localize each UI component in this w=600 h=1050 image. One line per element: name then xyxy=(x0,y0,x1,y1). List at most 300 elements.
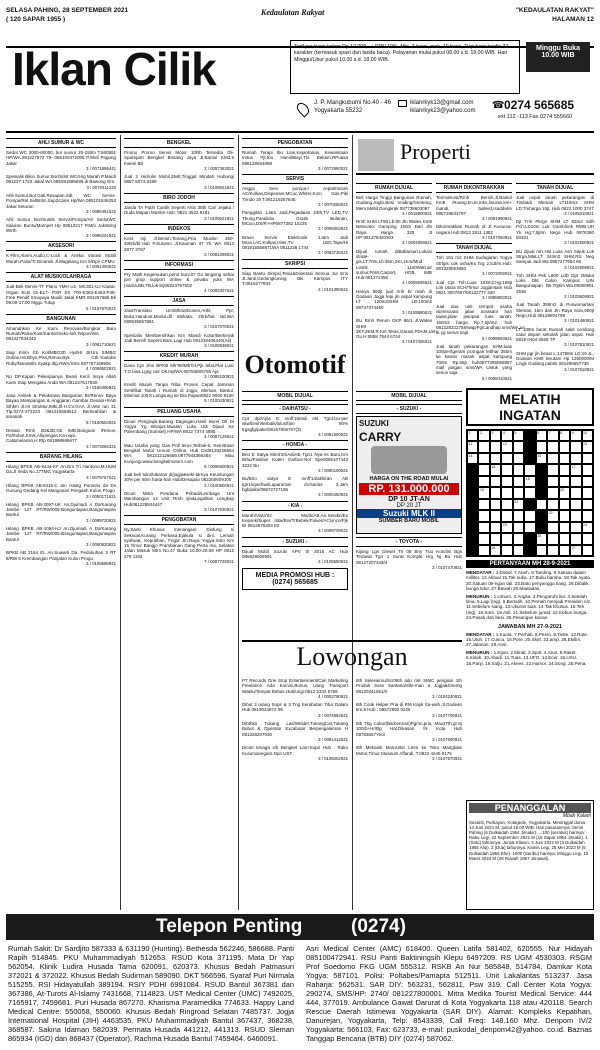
tts-cell xyxy=(490,522,501,533)
phone-icon: ☎ xyxy=(492,100,505,111)
tariff-box xyxy=(290,40,520,94)
tts-black-cell xyxy=(524,441,535,452)
tts-number: 12 xyxy=(502,442,507,447)
ad-text: Dijual rumah diBabarsari,Lokasi strate-gis,LT:70m,Lb:35m,2Kt,1Km/Mnd Listrik 1100Watt,air sumur,PAM,Carport, HGB, IMB Hub:081272356 xyxy=(356,248,432,281)
classified-ad xyxy=(124,272,234,293)
telpon-code: (0274) xyxy=(351,916,406,937)
classified-ad xyxy=(6,150,116,171)
tts-cell xyxy=(582,522,593,533)
ad-text: Jual Cpt Tnh,Luas 103m2,Hg:169jt Lok Utara SCH/Timur Jogjamtam Hub 0821 3007697/08132777 330 xyxy=(436,279,512,296)
category-heading: JASA xyxy=(124,296,234,306)
ad-code: 3 / 0000450921 xyxy=(318,492,348,498)
ad-code: 3 / 0081500921 xyxy=(318,431,348,437)
ad-code: 3 / 0108021921 xyxy=(204,184,234,190)
tts-cell xyxy=(513,476,524,487)
category-heading: TANAH DIJUAL xyxy=(436,243,512,253)
ad-code: 3 / 0081099021 xyxy=(204,251,234,257)
category-heading: BENGKEL xyxy=(124,138,234,148)
tts-cell xyxy=(570,441,581,452)
ad-code: 3 / 0004909621 xyxy=(402,240,432,246)
ad-code: 5 / 0099603621 xyxy=(482,335,512,341)
tts-number: 21 xyxy=(514,499,519,504)
ad-text: Rmh SHM LT98 Lb:80 Jln Wates Km9 Belecator Gamping 150m Dari Jln Raya Harga 325 Jt HP:081378420303 xyxy=(356,219,432,241)
tts-cell xyxy=(559,522,570,533)
ad-text: LT 109m barat Rumah sakit condong catur depan sekolah jalan aspal. Hub 0819 0404 0555 TP xyxy=(516,326,594,343)
tts-cell xyxy=(501,533,512,544)
ad-code: 3 / 0061400621 xyxy=(86,264,116,270)
category-heading: SERVIS xyxy=(242,174,348,184)
tts-number: 19 xyxy=(479,488,484,493)
ad-text: Dicari Pengrajin,Barang Dagingan,Hasil Bumi Dll Di Yogya Yg Bisajus.Muatan Luku Utk Dijual Ke Palembang (Sumsel) HP/WA 0812 7374 4985 xyxy=(124,418,234,435)
promo-dealer: Suzuki MLK II xyxy=(357,509,461,518)
classified-ad xyxy=(6,374,116,390)
ad-text: Dikontrakkan Rumah di Jl Kusuma-negara.Hub:0813 2811 1382 xyxy=(436,224,512,235)
classified-ad xyxy=(516,327,594,348)
tts-cell xyxy=(478,499,489,510)
ad-code: 3 / 0107470921 xyxy=(432,564,462,570)
tts-cell xyxy=(501,487,512,498)
tts-cell xyxy=(559,499,570,510)
tts-cell xyxy=(570,499,581,510)
classified-ad xyxy=(124,443,234,469)
classified-ad xyxy=(356,745,462,761)
classified-ad xyxy=(124,472,234,488)
jawaban-title: JAWABAN MH 27-9-2021 xyxy=(497,623,563,630)
classified-ad xyxy=(436,255,512,276)
paper-name: "KEDAULATAN RAKYAT" xyxy=(515,7,594,14)
penanggalan-sub: Mbah Kalam xyxy=(562,813,591,819)
classified-ad xyxy=(242,186,348,207)
tts-black-cell xyxy=(467,499,478,510)
tts-cell xyxy=(570,430,581,441)
tts-cell xyxy=(501,499,512,510)
ad-code: 4 / 0005505621 xyxy=(402,280,432,286)
classified-ad xyxy=(6,253,116,269)
ad-code: 4 / 0002790921 xyxy=(318,693,348,699)
classified-ad xyxy=(242,476,348,497)
classified-ad xyxy=(6,483,116,499)
brand-logo: Kedaulatan Rakyat xyxy=(261,8,325,17)
promo-kredit: DP 20 JT xyxy=(396,503,422,509)
tts-black-cell xyxy=(524,453,535,464)
ad-code: 3 / 0070311220 xyxy=(86,184,116,190)
ad-text: Cpt dpt/Ayla E mnfl'15/asli AB Tgn1/su-per istw/brsih/terbaik/lulus/fam 90% trgsgfg/pake/08157806767(3) xyxy=(242,416,348,432)
tts-cell xyxy=(570,464,581,475)
ad-code: 3 / 0107706921 xyxy=(432,712,462,718)
ad-text: K-Film,Alarm,Audio,C-Lock & Aneka Variasi Mobil Murah-Pasir/Tr Dinamik Jl.Magelang Km 5/Dpn CPMU xyxy=(6,253,116,264)
ad-text: Tnh 161 m2 SHM Sudagaran Yogya Strtgis cok usha/Ks hrg 2,5Jt/m.Hub: 081328053860 xyxy=(436,255,512,271)
sub-heading: - KIA - xyxy=(242,501,348,511)
ad-text: Dicari Mitra Pendana Pribadi/Lembaga Unt Membangun 14 Unit Rmh Ijin&Legalitas Lengkap Hub081228844447 xyxy=(124,491,234,507)
tts-number: 15 xyxy=(537,453,542,458)
ad-text: Spesialis Membersihkan Km Mandi Kotor/Berkerak Jadi Bersih Seperti Baru Lagi Hub 081232406340(Ali) xyxy=(124,332,234,343)
tts-cell xyxy=(467,430,478,441)
ad-text: Spesialis Bikin Sumur Bor/Sdot WC/Hrg Murah P.Mardi 081227 1723 Jakal WA 085291886699 di Bawong Grs xyxy=(6,174,116,185)
ad-text: Jual dua unit tempat usaha isi/renovasi jalan aorasan/ hari tawar,jalan pwopaa luas tanah: 150m2 harga Rp.7,5jt/m2. hub 081228222758/wap/Fg/Landhap.sms/WA.un tk yg serius saja xyxy=(436,303,525,336)
ad-code: 3 / 0100500921 xyxy=(204,482,234,488)
promo-headline: HARGA ON THE ROAD MULAI xyxy=(369,476,449,482)
tts-cell xyxy=(478,476,489,487)
ad-code: 3 / 0107050921 xyxy=(482,235,512,241)
tts-black-cell xyxy=(536,464,547,475)
address-2: Yogyakarta 55232 xyxy=(314,108,363,114)
tts-black-cell xyxy=(524,499,535,510)
classified-ad xyxy=(242,235,348,256)
tts-cell xyxy=(513,522,524,533)
ad-text: 8th Mekanik Motor,Bsr Lmm ke Toko Mangkale Motor,Timur Museum Affandi, T.0822 4245 0175 xyxy=(356,745,462,756)
ad-code: 3 / 0074954621 xyxy=(318,712,348,718)
classified-ad xyxy=(516,273,594,299)
classified-ad xyxy=(124,236,234,257)
category-heading: BARANG HILANG xyxy=(6,452,116,462)
tts-cell xyxy=(501,522,512,533)
tts-cell xyxy=(570,476,581,487)
tts-cell xyxy=(490,545,501,556)
classified-ad xyxy=(6,502,116,523)
tts-cell xyxy=(513,430,524,441)
classified-ad xyxy=(516,195,594,216)
tariff-text: Tarif per baris kolom Rp.12.000,- + PPN 10%. Min. 3 baris, mak. 10 baris. Tiap baris terdiri 32 karakter (termasuk spasi dan tanda baca). Pelayanan mulai pukul 08.00 s.d. 19.00 WIB. Hari Minggu/Libur pukul 10.00 s.d. 18.00 WIB. xyxy=(294,44,509,63)
properti-title: Properti xyxy=(400,139,471,164)
tts-black-cell xyxy=(467,510,478,521)
ad-code: 3 / 0108990621 xyxy=(402,309,432,315)
ad-text: Dibthkn Tukang Las/Welder,TukangCat,Tukang Bubut & Operator Excabator Berpengalaman H 081328207030 xyxy=(242,721,348,737)
telpon-title: Telepon Penting xyxy=(156,916,303,937)
ad-text: Janda TA Putih Cantik Seperti Artis 38th Cari Jejaka / Duda Mapan Muslim Hub: 0821 3522 9181 xyxy=(124,205,234,216)
category-heading: INDEKOS xyxy=(124,224,234,234)
column-2 xyxy=(124,135,234,910)
ad-text: No DP,Kapan Pekerjaanya Beasi Kecil Insya Allah Kami Siap Mengaku Anda WA.081227617830 xyxy=(6,374,116,385)
category-heading: RUMAH DIJUAL xyxy=(356,183,432,193)
ad-code: 3 / 0072009021 xyxy=(482,271,512,277)
tts-cell xyxy=(478,545,489,556)
email-icon xyxy=(398,100,407,107)
ad-code: 4 / 0099502921 xyxy=(86,365,116,371)
classified-ad xyxy=(242,702,348,718)
classified-ad xyxy=(356,721,462,742)
ad-code: 3 / 0081900921 xyxy=(482,216,512,222)
ad-text: Ahli-Sumur,Bor,Gali,Resapan,Sdt WC Servis-Pompa/Rel,SelBnbn,Sup24Jam Hp/WA.085101846253 Jakal Seturan xyxy=(6,193,116,209)
email-2[interactable]: iklanrkyk23@yahoo.com xyxy=(410,108,476,114)
ad-code: 4 / 0082307621 xyxy=(204,288,234,294)
tts-cell xyxy=(513,545,524,556)
classified-ad xyxy=(242,549,348,565)
ad-text: Kijang Lgs Diesel Th 08 Bny Tuu Kondisi Bgs Terawat Tgn 1 Surat Komplit Hrg Nj Bu Hub 08127207343/4 xyxy=(356,549,462,565)
tts-black-cell xyxy=(536,510,547,521)
tts-cell xyxy=(478,533,489,544)
classified-ad xyxy=(242,452,348,473)
year-line: ( 120 SAPAR 1955 ) xyxy=(6,16,66,23)
ad-code: 3 / 0101460921 xyxy=(564,318,594,324)
tts-cell xyxy=(490,487,501,498)
ad-code: 8 / 0100604821 xyxy=(86,419,116,425)
classified-ad xyxy=(6,217,116,238)
classified-ad xyxy=(436,224,512,240)
classified-ad xyxy=(124,205,234,221)
tts-grid xyxy=(466,429,594,557)
tts-cell xyxy=(478,453,489,464)
classified-ad xyxy=(356,289,432,315)
jawaban-mendatar: 1.Kuota. 7.Perhati. 8.Pesro. 9.Taste. 12.Rute. 15.Utuh. 17.Cusca. 18.Pore. 20.Skirt. 23.amp. 26.Ekslm. 27.Jalanan. 28.Ansi. xyxy=(466,631,589,648)
tts-cell xyxy=(513,441,524,452)
classified-ad xyxy=(242,150,348,171)
ad-text: Ny.Santi Khusus menangani: Disfung si Seksual,Kurang Perkasa,Ejakula si dini. Lemah syahwat, Keputihan, Frigid Jln.Raya Yogya-Solo Km 15 Timur Bangjo Prambanan Gang Perta ma, Selatan Jalan Masuk 50m No.47 Buka 10.00-20.00 HP 0812 278 1193 xyxy=(124,527,234,559)
address-1: J. P. Mangkubumi No.40 - 46 xyxy=(314,100,391,106)
tts-cell xyxy=(570,453,581,464)
ad-text: PT Records One Stop Entertainment/Cari Marketing Freelance Ada Komisi,Bonus, Uang Transport Waktu/Tempat Bebas Hub/ungi:0812 2333 5758 xyxy=(242,678,348,694)
ad-text: Promo Promo Servis Motor 10Rb Tersedia Oli-Sparepart Bengkel Bintang Jaya Jl.Bantul KM3,5 Kweni Btl xyxy=(124,150,234,166)
tts-cell xyxy=(547,545,558,556)
tts-number: 18 xyxy=(525,476,530,481)
classified-ad xyxy=(242,513,348,534)
ad-code: 5 / 0096600921 xyxy=(204,463,234,469)
classified-ad xyxy=(6,464,116,480)
ad-text: Dana Cpt Jmn BPKB Mtr'90/Mb'04,Pjk telat,Plat Luar T.O.bisa Lgsg cair Ok.Hp/WA.08783809766 Aje xyxy=(124,363,234,374)
column-3 xyxy=(242,135,348,350)
tts-cell xyxy=(547,487,558,498)
promo-brand: SUZUKI xyxy=(359,419,389,428)
ad-text: BPKB AB 2164 EL An.Suwarti Da. Pedukuhan 3 RT 8/RW 5 Krembangan Panjatan Kulon Progo. xyxy=(6,550,116,561)
ad-code: 3 / 0097363021 xyxy=(204,165,234,171)
classified-ad xyxy=(356,195,432,216)
ad-text: Hanya 550jt jual rmh br mwh di Godean Jogja tepi jln aspal kampung LT 120m2SHM LB:100m2 08737374450 xyxy=(356,288,432,310)
tts-black-cell xyxy=(467,522,478,533)
ad-text: 8th Tkg Cukur(Barberman)Pgmn,pria, Max37th,gr.Sj 100rb+Hr/Bg Hal,Dikasan Yk Kota Hub 08783657Yeol xyxy=(356,721,462,737)
email-1[interactable]: iklanrkyk13@gmail.com xyxy=(410,100,474,106)
category-heading: AHLI SUMUR & WC xyxy=(6,138,116,148)
ad-text: Hilang BPKB AB-2097-UK An.Djumadi A Ds/Karang Jambe 127 RT/RW/005-Banguntapan,Banguntapan Bantul xyxy=(6,501,116,518)
tts-cell xyxy=(547,499,558,510)
classified-ad xyxy=(242,721,348,742)
penanggalan-text: Susanti, Purbayan, Kotagede, Yogyakarta. Meninggal dunia: 14 Juni 2021 M, pukul 18.00 WIB. Hari pasaran/nya: Senin Pahing (6 Dulkaidah 1954 Jimakir). ...100 (seratus) harinya: Rabu Legi, 22 September 2021 M (16 Sapar 1954 Jimakir). 1 (Satu) tahunnya: Jumat Kliwon, 3 Juni 2022 M (3 Dulkaidah 1955 Alip). 2 (Dua) tahunnya: Kamis Legi, 25 Mei 2023 M (5 Dulkaidah 1956 Ehe). 1000 (Seribu) harinya: Minggu Legi, 10 Maret 2024 M (28 Ruwah 1957 Jimawal). xyxy=(469,820,589,861)
tts-cell xyxy=(559,464,570,475)
tts-number: 23 xyxy=(502,522,507,527)
tts-cell xyxy=(582,464,593,475)
tts-black-cell xyxy=(467,487,478,498)
ad-code: 3 / 0085100921 xyxy=(204,374,234,380)
category-heading: BANGUNAN xyxy=(6,314,116,324)
house-icon xyxy=(358,139,394,171)
ad-text: Siap Bantu Skripsi,Tesis&Disertasi Semua Jur Eris Jl.Janti,Gedongkuning Bki Kampus ITY T.0816277833 xyxy=(242,270,348,287)
tts-cell xyxy=(570,545,581,556)
tts-cell xyxy=(570,522,581,533)
tts-cell xyxy=(501,476,512,487)
ad-text: Jual tanah pekarangan SHM,luas 100per/tgeram pcsngan lebhar 350m ke kanan masuk aspal kampung 700m Rp.65jt hub0877286055867 mail jangan sms/WA Untuk yang serius saja xyxy=(436,343,512,376)
classified-ad xyxy=(124,333,234,349)
tts-cell xyxy=(559,533,570,544)
tts-cell xyxy=(513,510,524,521)
classified-ad xyxy=(436,303,525,341)
promo-footer: SUMBER BARU MOBIL xyxy=(378,518,440,524)
ad-code: 3 / 0102500921 xyxy=(564,240,594,246)
ad-code: 3 / 0072990021 xyxy=(318,165,348,171)
classified-ad xyxy=(242,745,348,761)
classified-ad xyxy=(516,351,594,372)
mobil-dijual-column xyxy=(242,388,348,638)
ad-code: 3 / 0070250021 xyxy=(318,202,348,208)
ad-code: 3 / 0107610921 xyxy=(564,366,594,372)
ad-code: 3 / 0015800921 xyxy=(402,210,432,216)
car-image xyxy=(371,446,447,474)
ad-code: 3 / 0107406021 xyxy=(402,339,432,345)
date-line: SELASA PAHING, 28 SEPTEMBER 2021 xyxy=(6,7,129,14)
tts-cell xyxy=(467,441,478,452)
tts-cell xyxy=(582,533,593,544)
tts-number: 17 xyxy=(571,465,576,470)
classified-ad xyxy=(124,363,234,379)
tts-black-cell xyxy=(524,545,535,556)
ad-text: Amanahkan Ke Kami Renovasi/Bongkar Baru Rumah/Ruko/Kost/Kantor/Seko-lah.Telpon/WA 081327834343 xyxy=(6,325,116,342)
tts-black-cell xyxy=(467,533,478,544)
tts-black-cell xyxy=(536,487,547,498)
ad-code: 3 / 0107810921 xyxy=(564,342,594,348)
ad-text: Anggo Serv pompa-/ cepat/murah AC/Kulkas,Dispenser,MCuc,Whiter,Kom Gas,Piki Trindo 19 T.081219257645 xyxy=(242,186,348,202)
otomotif-banner: Otomotif xyxy=(244,350,346,379)
tts-black-cell xyxy=(524,533,535,544)
classified-ad xyxy=(356,318,437,345)
ad-text: 8th Selesairsu/Sc/06th ado mtr SIMC pengisin 1th Produk Sass Santana/Slle-man a Jogja&Siremg 08120341651/0 xyxy=(356,678,462,694)
rumah-kontrak-column xyxy=(436,180,525,381)
ad-text: Brio E Satya Merit'20/AsliAB Tgn1 Nya-ris Baru,Km Brbu/Fasilasi Kuten Garbus-Nol Spe0085107443 3222 Bu xyxy=(242,452,348,468)
page-title: Iklan Cilik xyxy=(12,43,216,95)
tts-number: 9 xyxy=(571,431,574,435)
tts-cell xyxy=(582,487,593,498)
tts-cell xyxy=(559,510,570,521)
tts-cell xyxy=(490,533,501,544)
classified-ad xyxy=(6,550,116,566)
tts-cell xyxy=(524,464,535,475)
tts-cell xyxy=(536,430,547,441)
ad-text: Hilang BPKB AB-8115-C a/n Hastg Purwoto da Ds Gunung Gedang Kel Mangosari Pengaah Kulon Progo xyxy=(6,482,116,494)
tts-cell xyxy=(570,510,581,521)
classified-ad xyxy=(124,174,234,190)
sub-heading: - SUZUKI - xyxy=(242,537,348,547)
tts-cell xyxy=(478,441,489,452)
ad-text: Ahli Sumur Bor/Suntik Servis/Pompa/Air SedotWC Saluran Buntu/Mampet Hp 08510217 P.Mm Joksteng Wirth xyxy=(6,217,116,233)
tts-cell xyxy=(547,533,558,544)
column-1 xyxy=(6,135,116,910)
page-number: HALAMAN 12 xyxy=(552,16,594,23)
tts-cell xyxy=(582,441,593,452)
header-band xyxy=(6,36,594,130)
category-heading: SKRIPSI xyxy=(242,259,348,269)
classified-ad xyxy=(436,195,512,221)
tts-period: PERTANYAAN MH 28-9-2021 xyxy=(466,560,594,568)
classified-ad xyxy=(242,210,348,231)
classified-ad xyxy=(356,249,432,286)
telpon-col-1: Rumah Sakit: Dr Sardjito 587333 & 631190 (Hunting). Bethesda 562246, 586688. Panti Rapih 514845. PKU Muhammadiyah 512653. RSUD Kota 371195. Mata Dr Yap 562054. Klinik Ludira Husada Tama 620091, 620373. Khusus Bedah Patmasuri 372021 & 372022. Khusus Bedah Sudirman 589090. DKT 566596. Syaraf Puri Nirmala 515255. RSI Hidayatullah 389194. RSIY PDHI 6991084. RSUD Bantul 367381 dan 367386, At-Turots Al-Islamy 7431668, 7114823. UST Medical Center (UMC) 7492025, 7165917, 7459681. Puri Husada 867270. Kharisma Paramedika 774633. Happy Land Medical Centre: 550058, 550060. Khusus Bedah Ringroad Selatan 7485737. Jogja International Hospital (JIH) 4463535. PKU Muhammadiyah Bantul 367437, 368238, 368587. Sakina Idaman 582039. Permata Husada 441212, 441313. RSUD Sleman 865934 (IGD) dan 868437 (Operator), Rachma Husada Bantul 7459464. 6460091. xyxy=(8,944,294,1043)
tts-cell xyxy=(478,464,489,475)
penanggalan-title: PENANGGALAN xyxy=(469,803,591,813)
ad-code: 3 / 0090100921 xyxy=(318,468,348,474)
classified-ad xyxy=(6,284,116,310)
tts-cell xyxy=(478,487,489,498)
tts-cell xyxy=(536,441,547,452)
ad-text: BU dijual rnh Hst Luas Asri Sejuk Lok Strga,Mlat,LT 344m2 SHM,Rtc Neg Sampai Jadi Wa 0857277654 80 xyxy=(516,248,594,265)
tts-cell xyxy=(547,476,558,487)
classified-ad xyxy=(6,174,116,190)
ad-code: 5 / 0098410621 xyxy=(482,375,512,381)
lowongan-banner: Lowongan xyxy=(242,640,462,670)
ad-text: Jual cepat tanah pekarangan di Timbadi Sleman LT119m2 SHM LD:7mharga 15jt, Hub 0822 1000 3747 xyxy=(516,195,594,211)
ad-text: Desain Rmh 2D&3D,Gb IMB,Banguan /Renov, Ps/Robot,Kmik,Alkpimgan,Ka-nopi, Cat&melamin,H.Rtp 081998696677 xyxy=(6,427,116,444)
tts-cell xyxy=(490,499,501,510)
ad-text: Mau Usaha yang Gas Poll terus,Terbuk-ti, Kemitraan Bengkel Motor Umum Online, Hub Cs08128228664 WA: 081212126666,0877944366464 Mau Kunjungi:www.bengkelmotors.com xyxy=(124,442,234,464)
category-heading: PELUANG USAHA xyxy=(124,407,234,417)
ad-code: 5 / 0100430921 xyxy=(204,398,234,404)
ad-text: SHM pgr jln besar L:14788m LD:19 JL. Godean KM9 lesutam Hp 1250000/M Lingk Gudang pabrik 081296557739 xyxy=(516,350,594,367)
tts-cell xyxy=(478,430,489,441)
telpon-header xyxy=(6,914,594,940)
classified-ad xyxy=(6,326,116,347)
promo-model: CARRY xyxy=(359,430,402,444)
telpon-col-2: Asri Medical Center (AMC) 618400. Queen Latifa 581402, 620555. Nur Hidayah 085100472941. RSU Panti Baktiningsih Klepu 6497209. RS UGM 4530303. RSGM Prof Soedomo FKG UGM 555312. RSKB An Nur 585848, 514784. Damkar Kota Yogya: 587101. Polisi: Poltabes/Pamapta 512511. Unit Lakalantas 513237. Jasa Raharja: 562531. SAR DIY: 563231, 562811, Psw 319. Call Center Kota Yogya: 290274, SMS/HP: 2740/ 081227800001. Mitra Medika Tourist Medical Service: 444 444, 377019. Ambulance Gawat Darurat di Kota Yogyakarta 118 atau 420118. Search Rescue Daerah Istimewa Yogyakarta (SAR DIY). Alamat: Kompleks Kepatihan, Danurejan, Yogyakarta, Telp: 8543339, Call Freq: 148.160 Mhz. Denpom IV/2 Yogyakarta: 566103, Fax: 623733, e-mail: puskodal_denpom42@yahoo. co.id. Baznas Tanggap Bencana (BTB) DIY (0274) 587062. xyxy=(306,944,592,1043)
ad-code: 3 / 0105550621 xyxy=(318,559,348,565)
tts-menurun: 1.Umum. 2.Angka. 3.Pengaruhi liut. 4.Setelah lima. 5.Lagi (Ing). 6.Bertatih. 10.Pemah menjadi Presiden AS. 11.Sebelum siang. 13.Ukuran luas. 14.Tak khusus. 16.Teh (Ing). 18.Sore. 19.Asli. 21.Sebelum jumat. 22.Kebun bunga. 24.Pasak dari besi. 25.Pesangan kanan. xyxy=(466,593,592,621)
ad-code: 5 / 0107670021 xyxy=(86,305,116,311)
ad-text: Jual 2 Hidrolis Mobil,25slt,Tinggal Mindah Hubungi 0857.5074.9189 xyxy=(124,174,234,185)
ad-code: 3 / 0107070021 xyxy=(204,324,234,330)
ad-text: Hilang BPKB AB-5444-KF An.Drs Tri Hantono,M.HUM Da.Jl Ireda No.17TMG Yogyakarta xyxy=(6,464,116,475)
tts-cell xyxy=(559,441,570,452)
lowongan-column-2 xyxy=(356,678,462,908)
ad-text: Jual-Beli-Servis-TT Piano YMH U1- MC301-UJ Kawai-Organ ELB 01-EL7- PSR SX 700-E363-E463-P45-Free Pendif Smayaya Musik Jakal KMR 081267688 Bk 09.00-17.00 Mggu Tutup xyxy=(6,284,116,306)
ad-code: 3 / 0061710621 xyxy=(86,341,116,347)
classified-ad xyxy=(124,491,234,512)
ad-code: 7 / 0087729021 xyxy=(204,559,234,565)
tts-black-cell xyxy=(524,430,535,441)
ad-text: Rumah Terapi Ibu Lian,Kejantanan, Kewanitaan Imtus Pjt.Ibu Hamil/Bayi,Tlo Bekam,RPuasa 085128654898 xyxy=(242,150,348,166)
ad-text: Pry Math Kegemukan,perut buncit? Go langsing sehat join grup support online & privata yuks WA (nama,BB,TB,lok-bi)08223767502 xyxy=(124,272,234,288)
phone-number: 0274 565685 xyxy=(504,98,575,112)
tts-cell xyxy=(547,441,558,452)
ad-text: Bu/Brio satya E mnfl'14/akhiran AB tgn1/eperfasi/Laparumat civ/sarias 2,Jam hgbpake/08572727185 xyxy=(242,476,348,492)
ad-text: Tnh SHM Pek L800 LdD Dpt 2Muka Loks Dkt Calon Kampus UIN Banguntapan Bti.70jt/m.Wa.08080991 2636 xyxy=(516,272,594,294)
penanggalan-box xyxy=(466,800,594,910)
tts-cell xyxy=(559,476,570,487)
ad-text: Beli Harga Tinggi Bangunan Rumah, Gudang,Joglo,Besi Voiding/Genteng, Mem,Mebil Dongkrak 087738603097 xyxy=(356,195,432,211)
classified-ad xyxy=(436,344,512,381)
rumah-dijual-column xyxy=(356,180,437,380)
ad-code: 3 / 0081412621 xyxy=(318,736,348,742)
tts-box: MELATIH INGATAN 1 2 3 4 5 6 7 8 9 10 11 12 13 14 15 16 17 18 19 20 21 22 23 24 25 26 27 PERTANYAAN MH 28-9-2021 MENDATAR : 1.Dobel. 7.Aneh. 8.Tanding. 9.Satuan dalam milliter. 12.Aktual 15.Tak suka. 17.Buku bambu. 18.Tak nyata. 20.Satuan de-ngan tali. 23.Batu penyangga tiang. 26.Dibalik : bunga tidur. 27.Bawah 28.Mawadas. MENURUN : 1.Umum. 2.Angka. 3.Pengaruhi liut. 4.Setelah lima. 5.Lagi (Ing). 6.Bertatih. 10.Pemah menjadi Presiden AS. 11.Sebelum siang. 13.Ukuran luas. 14.Tak khusus. 16.Teh (Ing). 18.Sore. 19.Asli. 21.Sebelum jumat. 22.Kebun bunga. 24.Pasak dari besi. 25.Pesangan kanan. JAWABAN MH 27-9-2021 MENDATAR : 1.Kuota. 7.Perhati. 8.Pesro. 9.Taste. 12.Rute. 15.Utuh. 17.Cusca. 18.Pore. 20.Skirt. 23.amp. 26.Ekslm. 27.Jalanan. 28.Ansi. MENURUN : 1.Kiper. 2.Minat. 3.Spot. 4.Arus. 5.Raket. 6.Kisah. 10.Abadi. 11.Tuas. 13.UFO. 14.Ecer. 16.USU. 18.Panji. 19.Sulju. 21.Akees. 22.Humor. 24.Song. 25.Pena. xyxy=(466,388,594,798)
ad-text: Murah/Vista'02 Marik/AB,An.Sendiri/Ex Kepsek/Super Istw/Brs/TrBebek/Fulver/AC/ynco/Pjk Br 0812576303 02 xyxy=(242,512,348,529)
ad-text: Dijual Mobil Suzuki APV th 2016 AC Hub 085829006991 xyxy=(242,548,348,560)
ad-code: 3 / 0107670921 xyxy=(432,755,462,761)
ad-code: 3 / 0090620921 xyxy=(86,541,116,547)
tts-number: 11 xyxy=(468,442,473,447)
tanah-dijual-column-2 xyxy=(516,180,594,380)
tts-cell xyxy=(490,453,501,464)
tts-number: 22 xyxy=(548,511,553,516)
ad-code: 3 / 0109636621 xyxy=(204,343,234,349)
tts-cell xyxy=(582,510,593,521)
tts-cell xyxy=(490,476,501,487)
tts-cell xyxy=(524,476,535,487)
tts-cell xyxy=(536,499,547,510)
category-heading: MOBIL DIJUAL xyxy=(242,391,348,401)
classified-ad xyxy=(516,219,594,245)
ad-code: 3 / 0102609921 xyxy=(564,264,594,270)
ad-code: 3 / 0079767521 xyxy=(86,474,116,480)
tts-cell xyxy=(524,522,535,533)
ad-text: Kost Inji Jl.Bersih,Tenang,Pria Muslim 350-400rb/bl.Hub P.Sutomo Jl.Kauman 37 Yk WA 0813 2877 3787 xyxy=(124,235,234,252)
classified-ad xyxy=(356,549,462,570)
tts-cell xyxy=(501,545,512,556)
tts-black-cell xyxy=(467,464,478,475)
mobil-suzuki-column xyxy=(356,388,462,638)
ad-text: TerimaKost/Rmh Bersih,Jl.Bantul Km9 /Ruang,tm,kt,mkn,linuran,km+ mandi, ballerd,Isaddwlin 085728633797 xyxy=(436,195,512,216)
